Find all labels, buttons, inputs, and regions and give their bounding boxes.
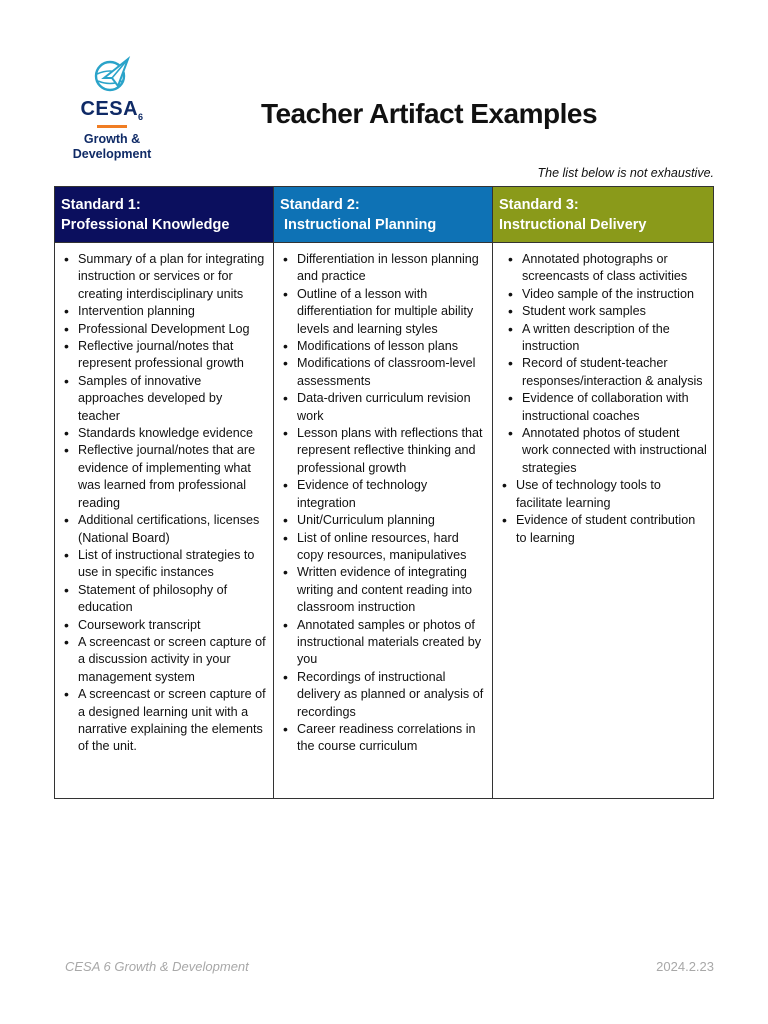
artifact-item: • Reflective journal/notes that are evidence of implementing what was learned from professional reading — [63, 442, 267, 512]
artifact-item: • A screencast or screen capture of a discussion activity in your management system — [63, 634, 267, 686]
artifact-item: • Modifications of classroom-level assessments — [282, 355, 486, 390]
artifact-item: • Annotated photographs or screencasts of class activities — [507, 251, 707, 286]
artifact-item: • Lesson plans with reflections that represent reflective thinking and professional growth — [282, 425, 486, 477]
artifact-item: • Video sample of the instruction — [507, 286, 707, 303]
artifact-item: • Statement of philosophy of education — [63, 582, 267, 617]
artifact-item: • Evidence of collaboration with instructional coaches — [507, 390, 707, 425]
page-title: Teacher Artifact Examples — [260, 98, 598, 129]
logo-tagline: Growth & Development — [72, 132, 152, 161]
artifact-item: • Summary of a plan for integrating instruction or services or for creating interdisciplinary units — [63, 251, 267, 303]
artifact-item: • Coursework transcript — [63, 617, 267, 634]
artifact-item: • Reflective journal/notes that represent professional growth — [63, 338, 267, 373]
footer-organization: CESA 6 Growth & Development — [65, 959, 249, 974]
artifact-item: • Evidence of student contribution to learning — [501, 512, 707, 547]
standard-3-header: Standard 3: Instructional Delivery — [493, 187, 714, 243]
artifact-item: • Data-driven curriculum revision work — [282, 390, 486, 425]
artifact-item: • Outline of a lesson with differentiation for multiple ability levels and learning styles — [282, 286, 486, 338]
artifact-item: • List of instructional strategies to use in specific instances — [63, 547, 267, 582]
artifact-item: • Additional certifications, licenses (National Board) — [63, 512, 267, 547]
artifact-item: • Unit/Curriculum planning — [282, 512, 486, 529]
standard-3-list — [507, 251, 707, 547]
artifact-table — [54, 186, 714, 799]
logo-wordmark: $CESA_6$ — [80, 98, 144, 122]
artifact-item: • Modifications of lesson plans — [282, 338, 486, 355]
standard-2-header: Standard 2: Instructional Planning — [274, 187, 493, 243]
artifact-item: • List of online resources, hard copy resources, manipulatives — [282, 530, 486, 565]
artifact-item: • Annotated samples or photos of instructional materials created by you — [282, 617, 486, 669]
standard-1-cell — [55, 243, 274, 799]
artifact-item: • Samples of innovative approaches developed by teacher — [63, 373, 267, 425]
artifact-item: • Written evidence of integrating writing and content reading into classroom instruction — [282, 564, 486, 616]
artifact-item: • A written description of the instruction — [507, 321, 707, 356]
standard-1-list — [63, 251, 267, 756]
artifact-item: • Intervention planning — [63, 303, 267, 320]
artifact-item: • Student work samples — [507, 303, 707, 320]
artifact-item: • Record of student-teacher responses/interaction & analysis — [507, 355, 707, 390]
artifact-item: • Annotated photos of student work connected with instructional strategies — [507, 425, 707, 477]
artifact-item: • A screencast or screen capture of a designed learning unit with a narrative explaining the elements of the unit. — [63, 686, 267, 756]
artifact-item: • Use of technology tools to facilitate learning — [501, 477, 707, 512]
artifact-item: • Standards knowledge evidence — [63, 425, 267, 442]
artifact-item: • Evidence of technology integration — [282, 477, 486, 512]
artifact-item: • Career readiness correlations in the course curriculum — [282, 721, 486, 756]
artifact-item: • Recordings of instructional delivery as planned or analysis of recordings — [282, 669, 486, 721]
standard-2-cell — [274, 243, 493, 799]
paper-plane-globe-icon — [92, 56, 132, 94]
standard-1-header: Standard 1: Professional Knowledge — [55, 187, 274, 243]
standard-3-cell — [493, 243, 714, 799]
footer-date: 2024.2.23 — [656, 959, 714, 974]
exhaustive-note: The list below is not exhaustive. — [537, 166, 714, 180]
standard-2-list — [282, 251, 486, 756]
artifact-item: • Professional Development Log — [63, 321, 267, 338]
artifact-item: • Differentiation in lesson planning and practice — [282, 251, 486, 286]
